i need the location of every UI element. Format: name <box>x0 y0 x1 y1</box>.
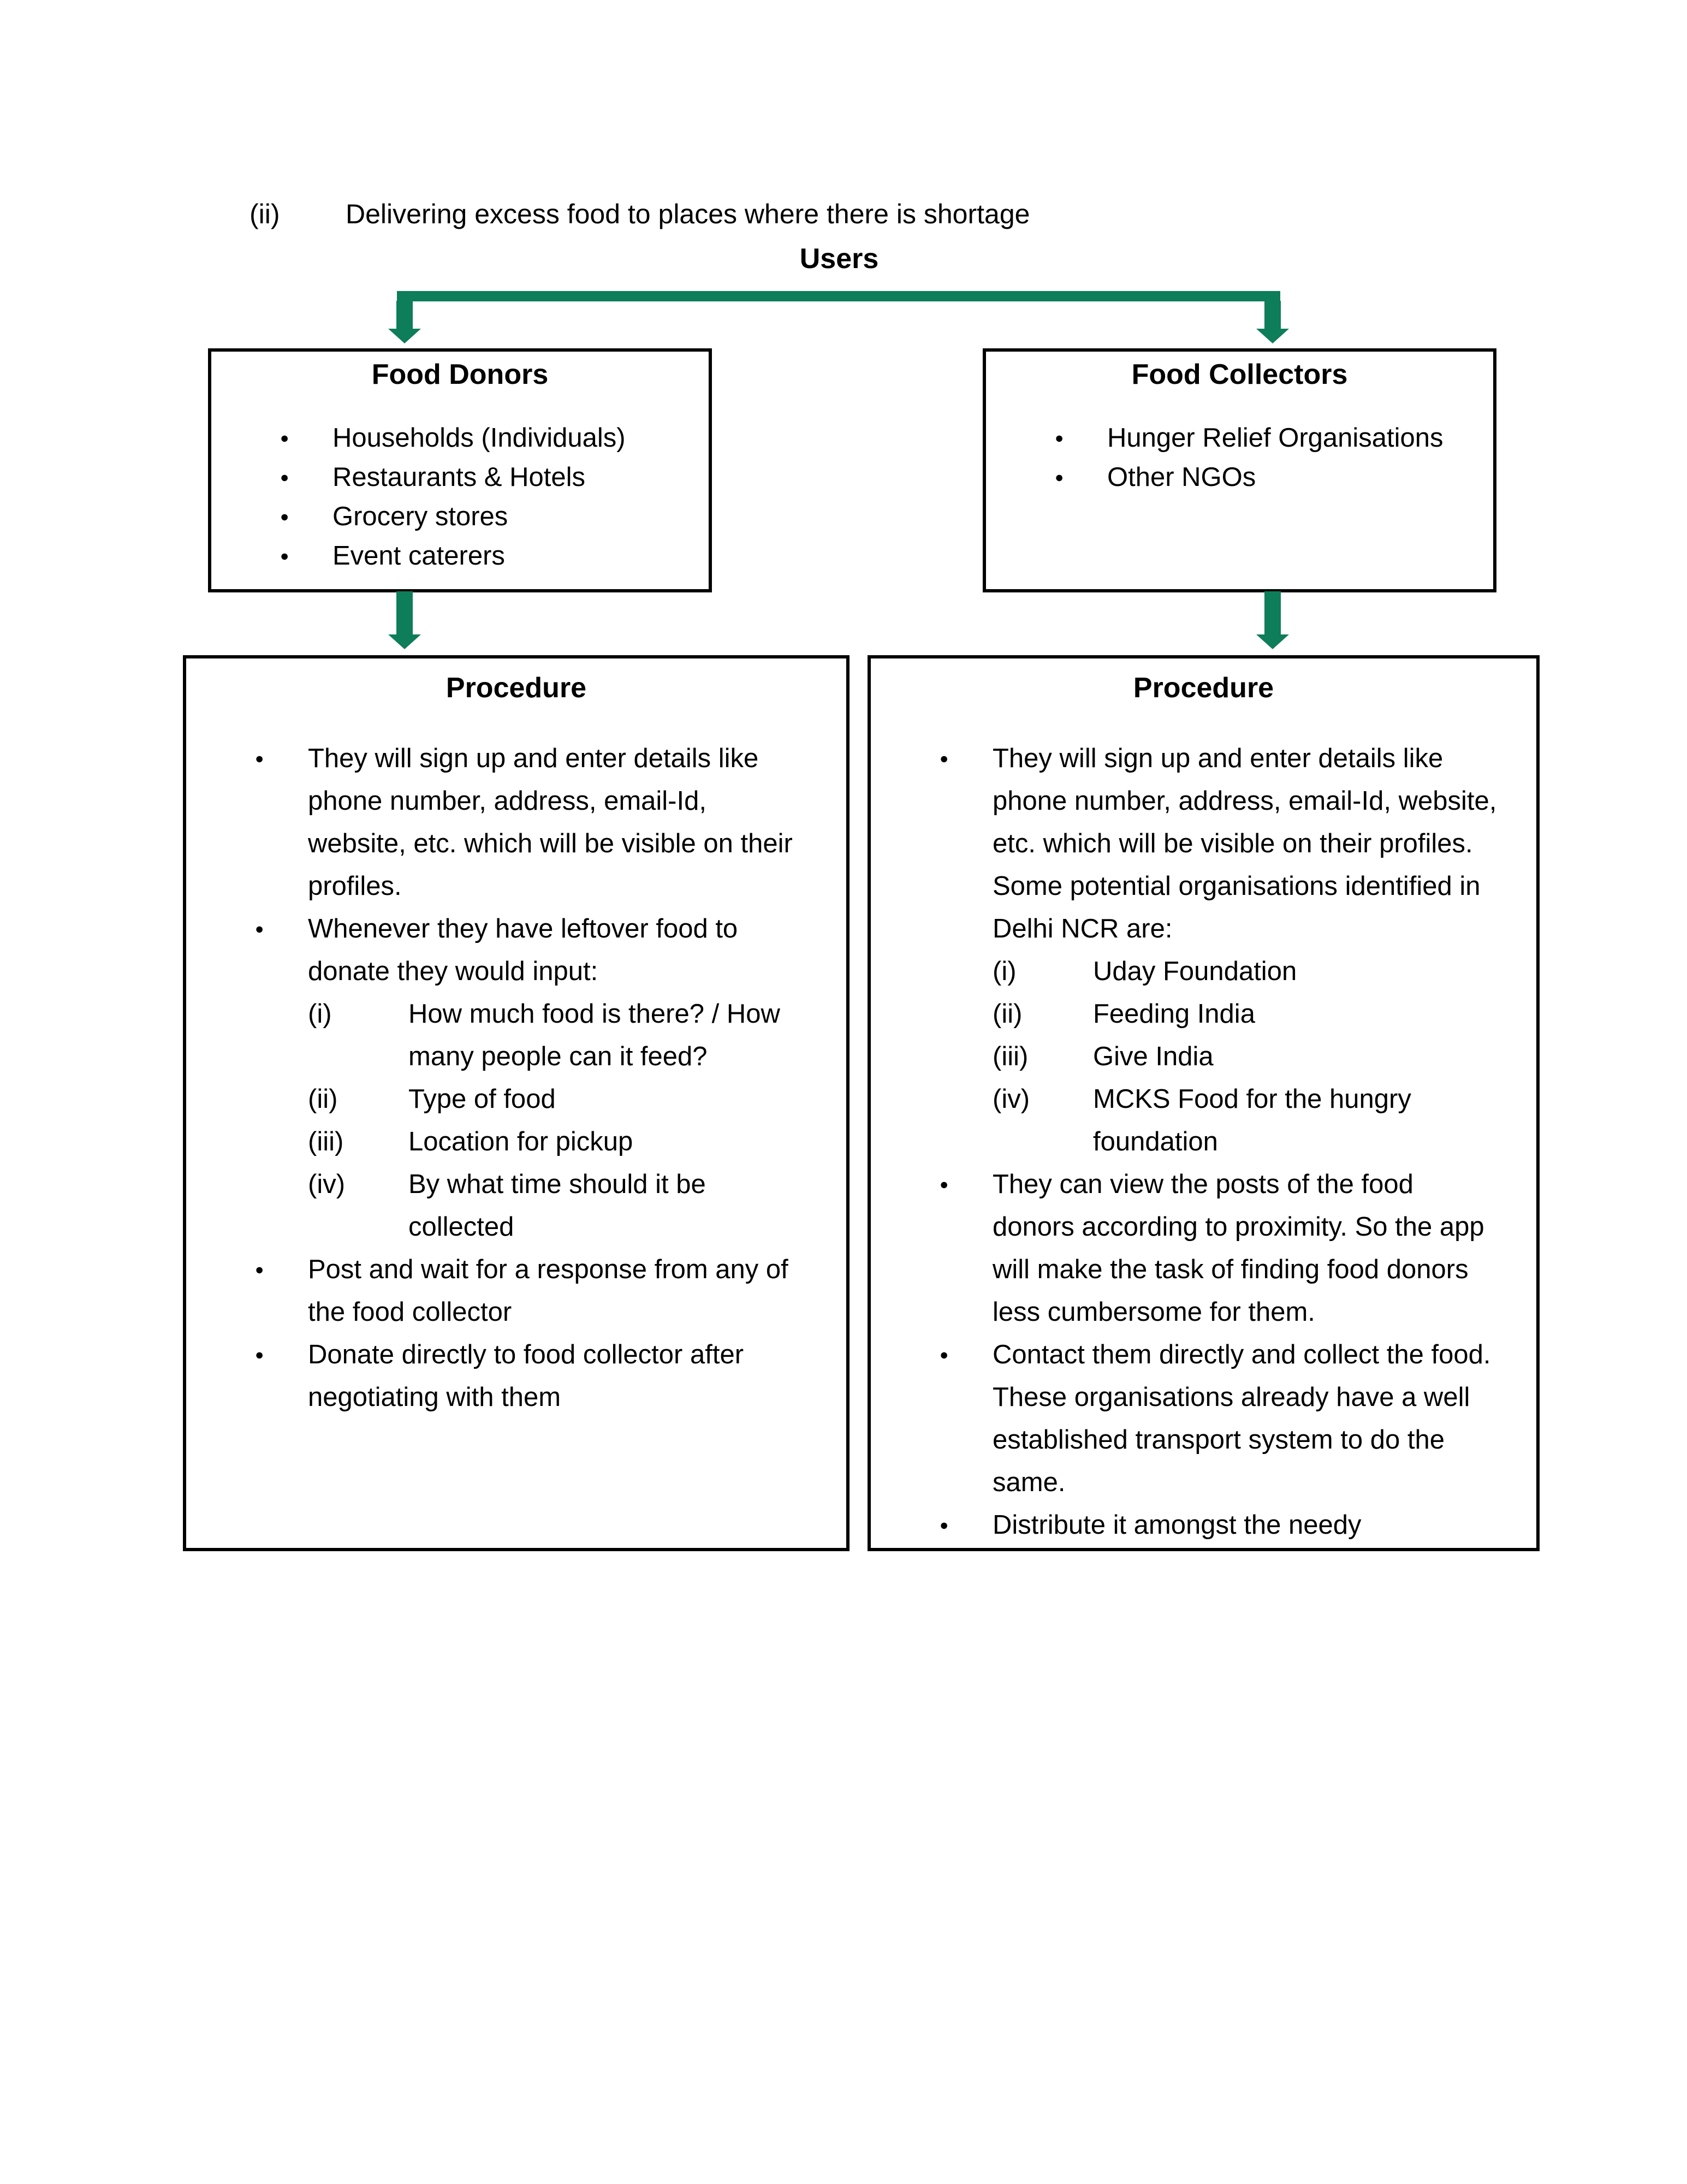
step-line: Type of food <box>408 1084 556 1114</box>
heading-index: (ii) <box>250 199 280 229</box>
substep-label: (i) <box>308 999 332 1029</box>
step-line: Location for pickup <box>408 1127 633 1156</box>
substep-label: (iii) <box>308 1127 344 1156</box>
step-line: profiles. <box>308 871 402 901</box>
substep-label: (iv) <box>308 1170 346 1199</box>
procedure-substep <box>871 993 1536 1035</box>
list-item <box>986 418 1493 458</box>
list-item-text: Households (Individuals) <box>332 423 626 453</box>
connector-left-stem <box>396 301 413 329</box>
arrow-down-icon <box>1256 329 1289 343</box>
procedure-step <box>871 737 1536 950</box>
step-line: website, etc. which will be visible on their <box>308 829 793 858</box>
bullet-icon: ● <box>940 1517 949 1533</box>
step-line: Whenever they have leftover food to <box>308 914 738 943</box>
donor-procedure-box <box>183 655 850 1551</box>
donor-procedure-title: Procedure <box>445 672 587 704</box>
substep-label: (ii) <box>993 999 1023 1029</box>
list-item <box>211 418 709 458</box>
procedure-step <box>871 1333 1536 1504</box>
step-line: They can view the posts of the food <box>993 1170 1413 1199</box>
list-item-text: Hunger Relief Organisations <box>1107 423 1444 453</box>
collector-procedure-title: Procedure <box>1133 672 1274 704</box>
bullet-icon: ● <box>280 430 289 446</box>
step-line: many people can it feed? <box>408 1042 708 1071</box>
users-root-label: Users <box>799 243 879 275</box>
step-line: phone number, address, email-Id, <box>308 786 706 816</box>
procedure-substep <box>871 1078 1536 1163</box>
step-line: These organisations already have a well <box>993 1382 1470 1412</box>
collector-procedure-box <box>868 655 1540 1551</box>
substep-label: (iv) <box>993 1084 1030 1114</box>
substep-label: (i) <box>993 957 1017 986</box>
procedure-step <box>871 1504 1536 1546</box>
bullet-icon: ● <box>255 921 264 937</box>
substep-label: (iii) <box>993 1042 1029 1071</box>
procedure-substep <box>871 1035 1536 1078</box>
bullet-icon: ● <box>940 1346 949 1363</box>
step-line: Feeding India <box>1093 999 1255 1029</box>
step-line: Post and wait for a response from any of <box>308 1255 788 1284</box>
step-line: Distribute it amongst the needy <box>993 1510 1362 1540</box>
heading-text: Delivering excess food to places where there is shortage <box>346 199 1030 229</box>
list-item <box>211 497 709 536</box>
bullet-icon: ● <box>940 750 949 767</box>
list-item-text: Other NGOs <box>1107 462 1256 492</box>
bullet-icon: ● <box>280 548 289 564</box>
procedure-step <box>186 737 846 907</box>
connector-right-stem <box>1264 301 1281 329</box>
procedure-substep <box>871 950 1536 993</box>
list-item <box>211 458 709 497</box>
step-line: donate they would input: <box>308 957 598 986</box>
donor-procedure-list <box>186 737 846 1419</box>
step-line: Delhi NCR are: <box>993 914 1173 943</box>
food-collectors-box <box>983 348 1496 592</box>
bullet-icon: ● <box>940 1176 949 1192</box>
donor-arrow-stem <box>396 591 413 635</box>
bullet-icon: ● <box>1055 430 1064 446</box>
connector-horizontal-bar <box>397 291 1280 301</box>
step-line: Uday Foundation <box>1093 957 1297 986</box>
procedure-substep <box>186 1078 846 1120</box>
step-line: They will sign up and enter details like <box>308 744 759 773</box>
collector-procedure-list <box>871 737 1536 1546</box>
step-line: Some potential organisations identified in <box>993 871 1481 901</box>
list-item-text: Restaurants & Hotels <box>332 462 585 492</box>
bullet-icon: ● <box>280 469 289 485</box>
heading-line <box>250 198 1030 230</box>
step-line: By what time should it be <box>408 1170 706 1199</box>
list-item-text: Event caterers <box>332 541 505 571</box>
procedure-step <box>186 1333 846 1419</box>
bullet-icon: ● <box>255 750 264 767</box>
procedure-step <box>186 1248 846 1333</box>
food-collectors-title: Food Collectors <box>1131 359 1348 390</box>
step-line: Donate directly to food collector after <box>308 1340 744 1369</box>
bullet-icon: ● <box>1055 469 1064 485</box>
step-line: etc. which will be visible on their profiles. <box>993 829 1473 858</box>
step-line: same. <box>993 1468 1066 1497</box>
step-line: Contact them directly and collect the food. <box>993 1340 1491 1369</box>
procedure-step <box>186 907 846 993</box>
list-item <box>211 536 709 575</box>
substep-label: (ii) <box>308 1084 338 1114</box>
arrow-down-icon <box>388 634 421 649</box>
step-line: less cumbersome for them. <box>993 1297 1315 1327</box>
step-line: the food collector <box>308 1297 512 1327</box>
step-line: MCKS Food for the hungry <box>1093 1084 1411 1114</box>
procedure-substep <box>186 1163 846 1248</box>
step-line: negotiating with them <box>308 1382 561 1412</box>
step-line: will make the task of finding food donors <box>993 1255 1469 1284</box>
bullet-icon: ● <box>255 1261 264 1278</box>
food-donors-list <box>211 418 709 575</box>
food-collectors-list <box>986 418 1493 497</box>
bullet-icon: ● <box>255 1346 264 1363</box>
list-item-text: Grocery stores <box>332 502 508 531</box>
step-line: phone number, address, email-Id, website, <box>993 786 1497 816</box>
food-donors-title: Food Donors <box>371 359 549 390</box>
arrow-down-icon <box>388 329 421 343</box>
step-line: collected <box>408 1212 514 1242</box>
step-line: Give India <box>1093 1042 1214 1071</box>
procedure-substep <box>186 1120 846 1163</box>
step-line: How much food is there? / How <box>408 999 780 1029</box>
step-line: They will sign up and enter details like <box>993 744 1444 773</box>
step-line: foundation <box>1093 1127 1218 1156</box>
bullet-icon: ● <box>280 508 289 525</box>
step-line: donors according to proximity. So the app <box>993 1212 1484 1242</box>
step-line: established transport system to do the <box>993 1425 1445 1455</box>
procedure-substep <box>186 993 846 1078</box>
procedure-step <box>871 1163 1536 1333</box>
arrow-down-icon <box>1256 634 1289 649</box>
food-donors-box <box>208 348 712 592</box>
collector-arrow-stem <box>1264 591 1281 635</box>
list-item <box>986 458 1493 497</box>
